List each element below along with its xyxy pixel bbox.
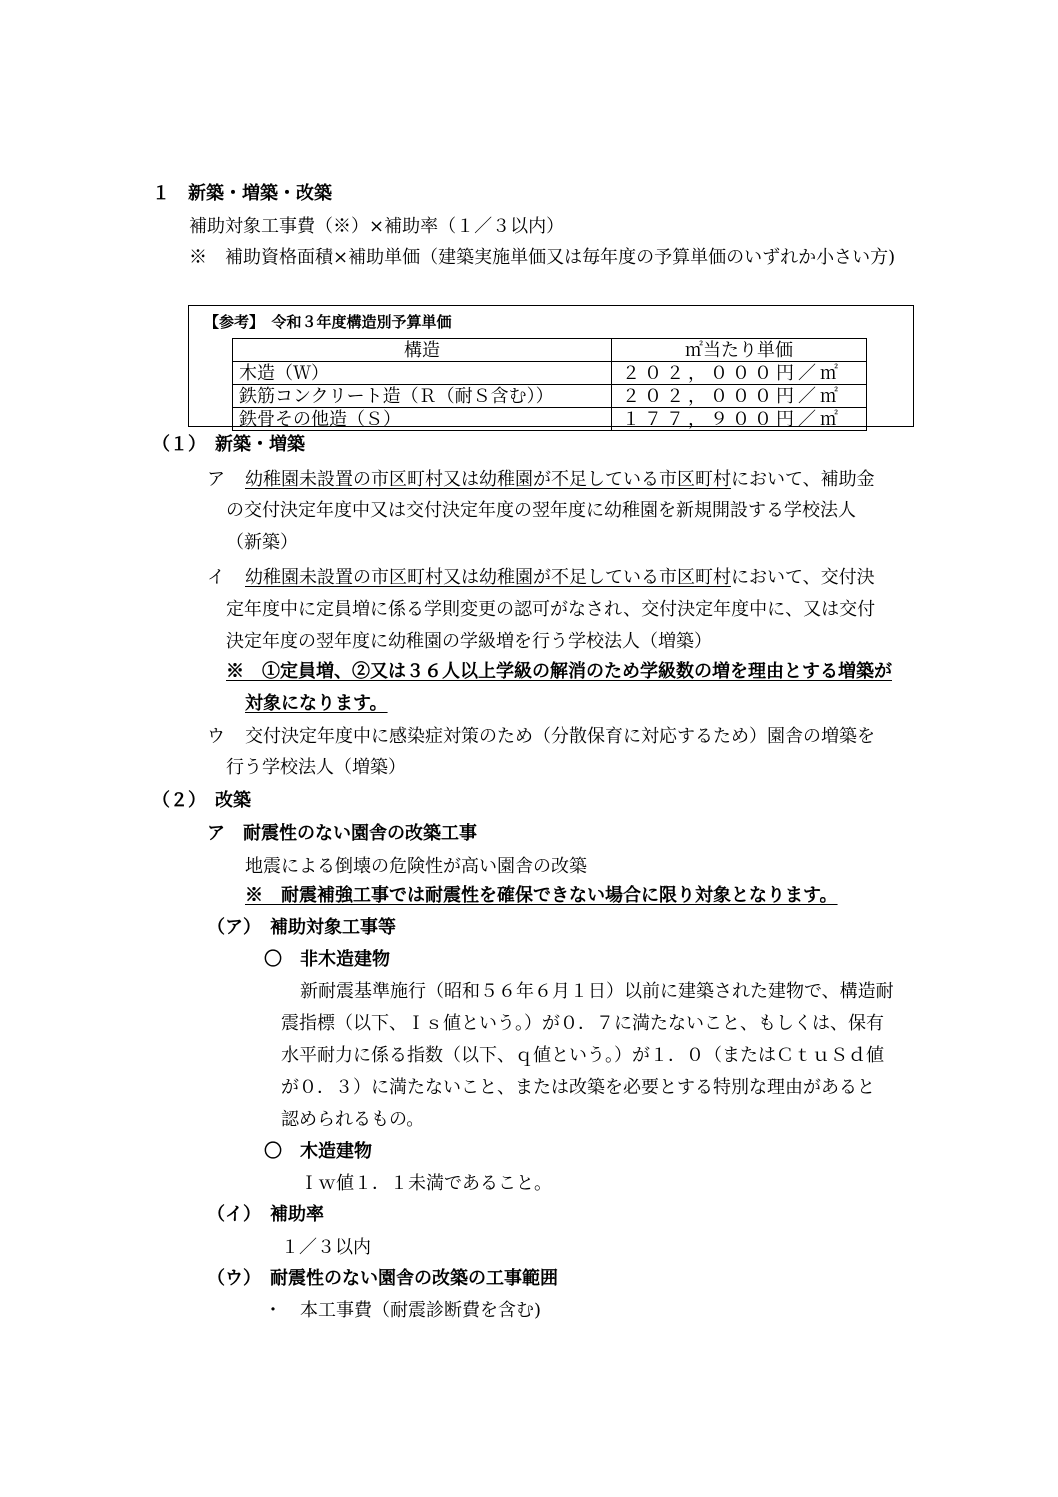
price-cell: １７７，９００円／㎡	[612, 408, 867, 431]
wood-line-1: Ｉｗ値１．１未満であること。	[300, 1173, 552, 1194]
item-a-line-3: （新築）	[226, 532, 298, 553]
subsidy-rate-heading: （イ） 補助率	[207, 1204, 324, 1225]
item-a-line-2: の交付決定年度中又は交付決定年度の翌年度に幼稚園を新規開設する学校法人	[226, 500, 856, 521]
reference-title: 【参考】 令和３年度構造別予算単価	[204, 313, 452, 331]
item-i-line-3: 決定年度の翌年度に幼稚園の学級増を行う学校法人（増築）	[226, 631, 712, 652]
subsection-1-heading: （１） 新築・増築	[152, 434, 305, 455]
item-a-line-1-rest: において、補助金	[731, 469, 875, 490]
item-i-mark: イ	[207, 567, 225, 588]
non-wood-heading: 〇 非木造建物	[264, 949, 390, 970]
item-i-line-2: 定年度中に定員増に係る学則変更の認可がなされ、交付決定年度中に、又は交付	[226, 599, 876, 620]
expansion-note-line-2: 対象になります。	[245, 693, 388, 714]
subsidy-note: ※ 補助資格面積×補助単価（建築実施単価又は毎年度の予算単価のいずれか小さい方)	[189, 247, 896, 268]
seismic-rebuild-note: ※ 耐震補強工事では耐震性を確保できない場合に限り対象となります。	[245, 885, 838, 906]
work-scope-heading: （ウ） 耐震性のない園舎の改築の工事範囲	[207, 1268, 558, 1289]
subsidy-formula: 補助対象工事費（※）×補助率（１／３以内）	[189, 216, 565, 237]
price-cell: ２０２，０００円／㎡	[612, 385, 867, 408]
header-unit-price: ㎡当たり単価	[612, 339, 867, 362]
seismic-rebuild-heading: ア 耐震性のない園舎の改築工事	[207, 823, 477, 844]
subsection-2-heading: （２） 改築	[152, 790, 251, 811]
item-u-line-1: 交付決定年度中に感染症対策のため（分散保育に対応するため）園舎の増築を	[245, 726, 875, 747]
item-u-mark: ウ	[207, 726, 225, 747]
table-row	[233, 408, 867, 431]
non-wood-line-1: 新耐震基準施行（昭和５６年６月１日）以前に建築された建物で、構造耐	[300, 981, 894, 1002]
item-i-line-1	[245, 566, 875, 590]
non-wood-line-3: 水平耐力に係る指数（以下、ｑ値という。）が１．０（またはＣｔｕＳｄ値	[281, 1045, 884, 1066]
table-row	[233, 385, 867, 408]
work-scope-item: ・ 本工事費（耐震診断費を含む)	[264, 1300, 542, 1321]
underlined-condition: 幼稚園未設置の市区町村又は幼稚園が不足している市区町村	[245, 469, 731, 490]
structure-cell: 鉄筋コンクリート造（Ｒ（耐Ｓ含む））	[233, 385, 612, 408]
unit-price-table	[232, 338, 867, 431]
non-wood-line-4: が０．３）に満たないこと、または改築を必要とする特別な理由があると	[281, 1077, 875, 1098]
non-wood-line-2: 震指標（以下、Ｉｓ値という。）が０．７に満たないこと、もしくは、保有	[281, 1013, 884, 1034]
expansion-note-line-1: ※ ①定員増、②又は３６人以上学級の解消のため学級数の増を理由とする増築が	[226, 661, 892, 682]
table-header-row	[233, 339, 867, 362]
item-a-line-1	[245, 468, 875, 492]
item-a-mark: ア	[207, 469, 225, 490]
wood-heading: 〇 木造建物	[264, 1141, 372, 1162]
non-wood-line-5: 認められるもの。	[281, 1109, 425, 1130]
item-u-line-2: 行う学校法人（増築）	[226, 757, 406, 778]
item-i-line-1-rest: において、交付決	[731, 567, 875, 588]
structure-cell: 鉄骨その他造（Ｓ）	[233, 408, 612, 431]
table-row	[233, 362, 867, 385]
price-cell: ２０２，０００円／㎡	[612, 362, 867, 385]
target-works-heading: （ア） 補助対象工事等	[207, 917, 396, 938]
section-1-heading: １ 新築・増築・改築	[152, 183, 332, 204]
subsidy-rate-value: １／３以内	[281, 1237, 371, 1258]
underlined-condition: 幼稚園未設置の市区町村又は幼稚園が不足している市区町村	[245, 567, 731, 588]
structure-cell: 木造（Ｗ）	[233, 362, 612, 385]
seismic-rebuild-description: 地震による倒壊の危険性が高い園舎の改築	[245, 856, 587, 877]
header-structure: 構造	[233, 339, 612, 362]
